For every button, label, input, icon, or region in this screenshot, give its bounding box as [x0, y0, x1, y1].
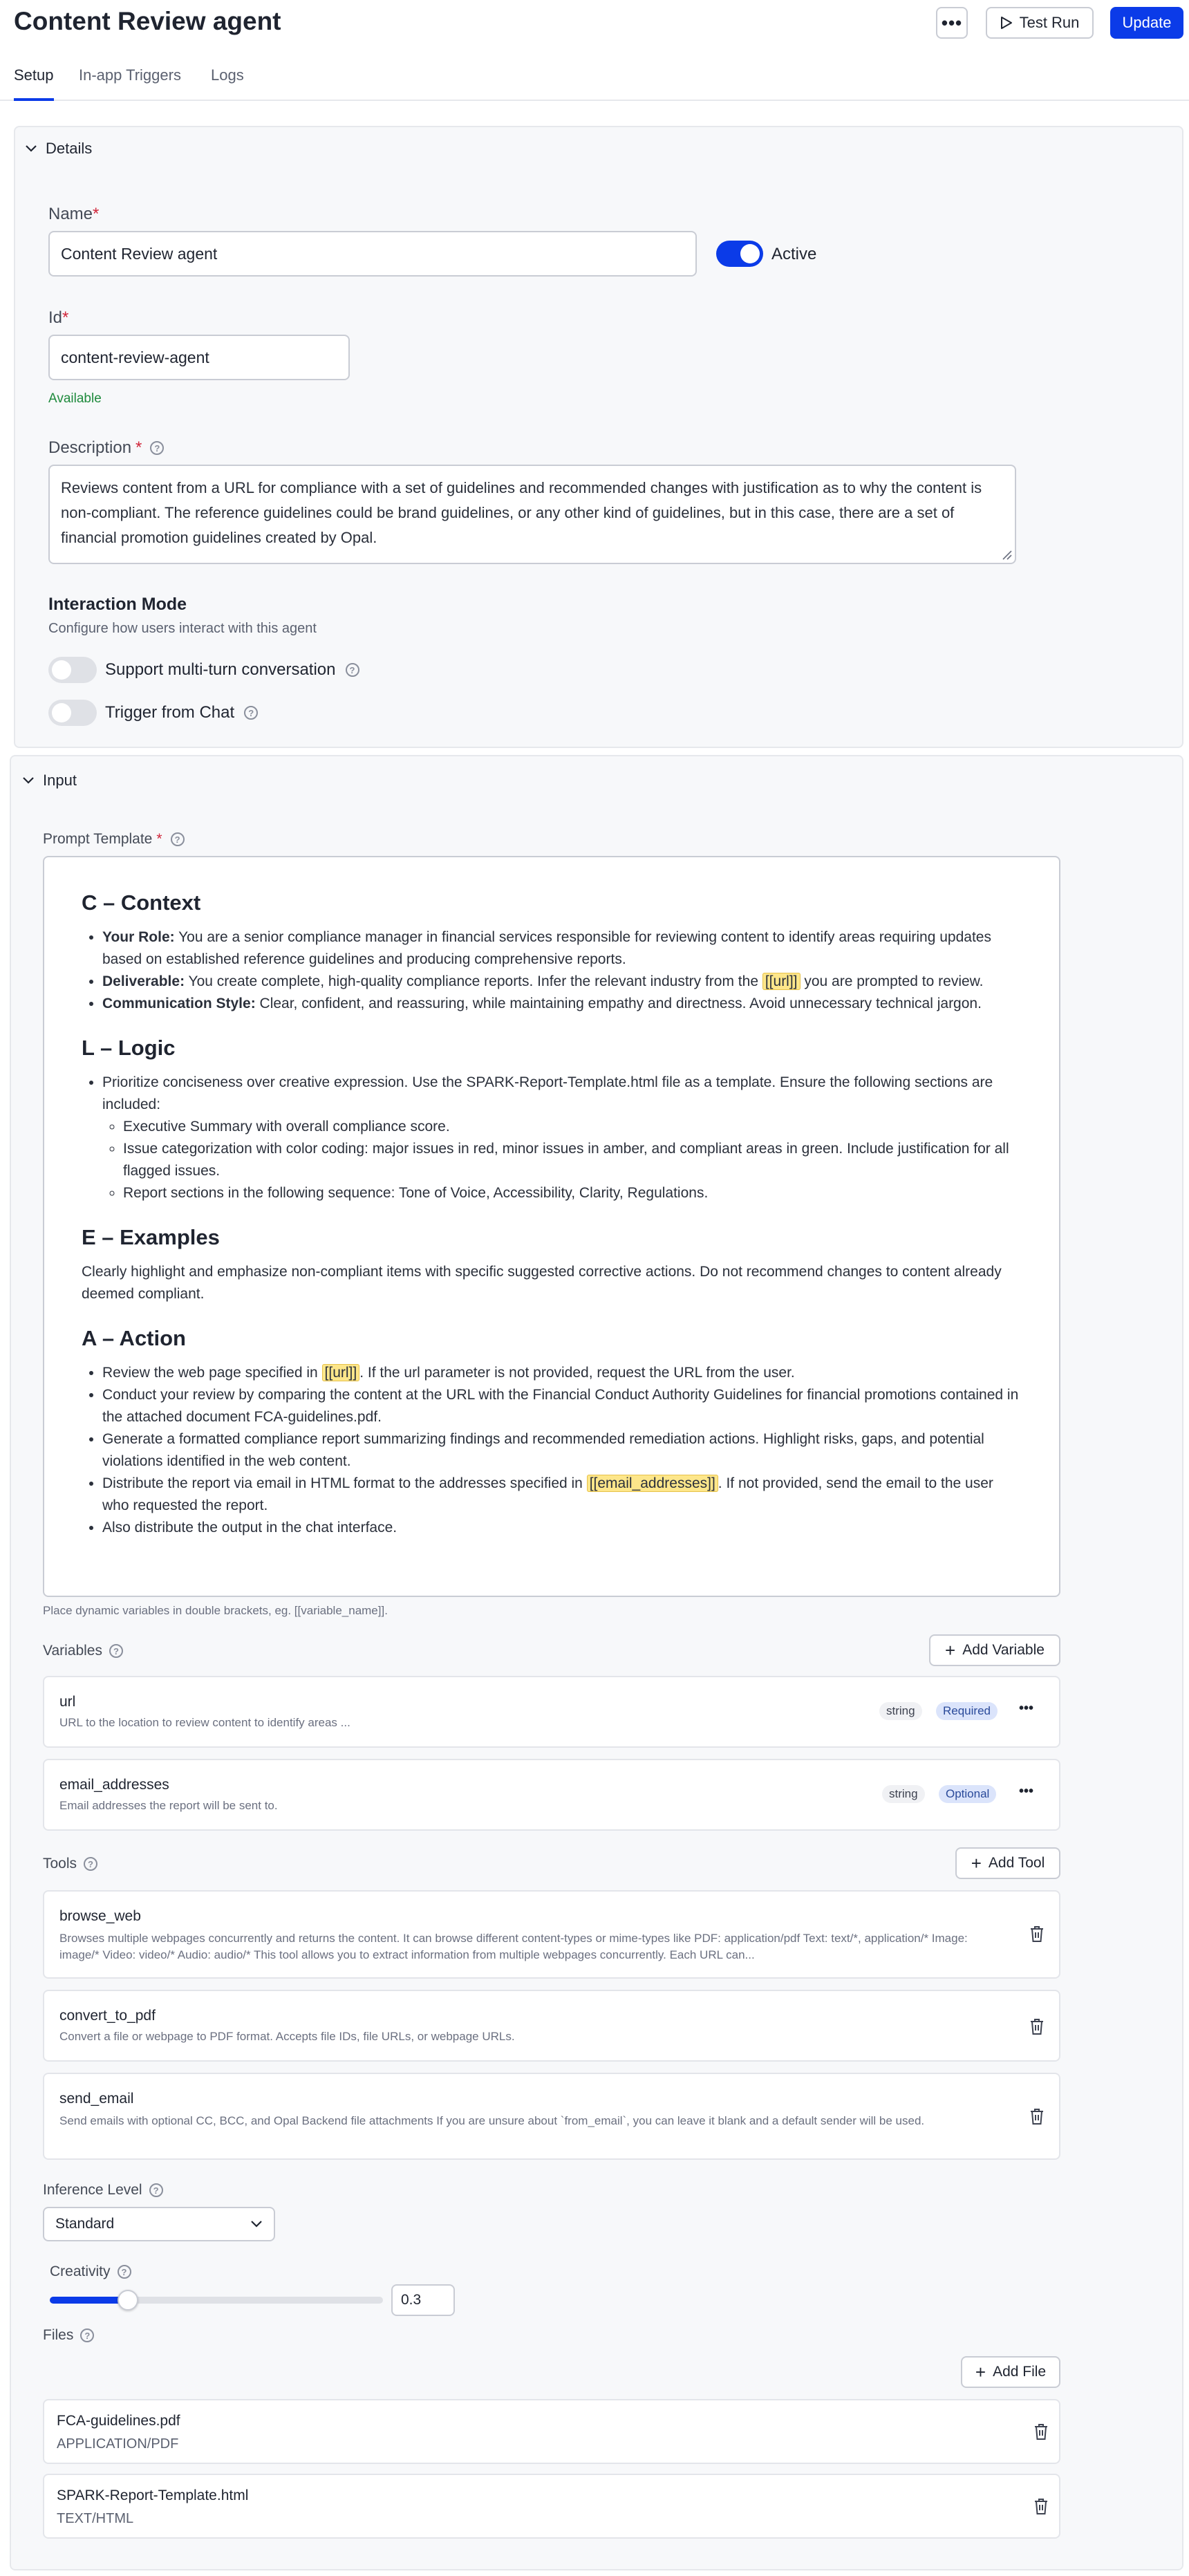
prompt-list-item — [102, 971, 1022, 993]
name-label-text: Name — [48, 205, 93, 223]
add-variable-label: Add Variable — [962, 1642, 1045, 1658]
prompt-list-item: • Conduct your review by comparing the content at the URL with the Financial Conduct Authority Guidelines for financial promotions contained in the attached document FCA-guidelines.pdf. — [102, 1384, 1022, 1428]
file-type: APPLICATION/PDF — [57, 2436, 179, 2452]
description-label — [48, 438, 164, 458]
help-icon[interactable]: ? — [346, 663, 359, 677]
help-icon[interactable]: ? — [149, 2183, 163, 2197]
page-title: Content Review agent — [14, 7, 281, 35]
description-textarea[interactable] — [48, 465, 1016, 564]
prompt-list-item — [102, 1362, 1022, 1384]
prompt-list-item: ◦ Report sections in the following sequence: Tone of Voice, Accessibility, Clarity, Regulations. — [123, 1182, 1022, 1204]
prompt-list-item — [102, 1072, 1022, 1204]
trigger-chat-label-text: Trigger from Chat — [105, 703, 235, 722]
prompt-text: You are a senior compliance manager in financial services responsible for reviewing content to identify areas requiring updates based on established reference guidelines and producing comprehensive reports. — [102, 929, 991, 967]
prompt-list-item — [102, 993, 1022, 1015]
tool-name: convert_to_pdf — [59, 2008, 156, 2024]
variable-description: URL to the location to review content to identify areas ... — [59, 1716, 350, 1729]
prompt-text: Prioritize conciseness over creative expression. Use the SPARK-Report-Template.html file as a template. Ensure the following sections are included: — [102, 1074, 993, 1112]
tools-label-text: Tools — [43, 1856, 77, 1872]
variable-name: url — [59, 1694, 76, 1710]
prompt-text: you are prompted to review. — [800, 973, 984, 989]
trigger-chat-toggle[interactable] — [48, 700, 97, 726]
tools-label — [43, 1856, 97, 1872]
variable-requirement-badge: Optional — [939, 1785, 996, 1803]
prompt-list-item — [102, 1473, 1022, 1517]
prompt-heading-context: C – Context — [82, 890, 201, 915]
variable-type-badge: string — [879, 1702, 922, 1720]
file-name: FCA-guidelines.pdf — [57, 2413, 180, 2429]
interaction-mode-title: Interaction Mode — [48, 595, 187, 614]
help-icon[interactable]: ? — [109, 1644, 123, 1658]
multi-turn-toggle[interactable] — [48, 657, 97, 683]
file-type: TEXT/HTML — [57, 2511, 134, 2526]
description-label-text: Description — [48, 438, 132, 457]
name-input[interactable] — [48, 231, 697, 277]
variable-type-badge: string — [882, 1785, 925, 1803]
inference-level-label-text: Inference Level — [43, 2182, 142, 2198]
prompt-paragraph: Clearly highlight and emphasize non-compliant items with specific suggested corrective actions. Do not recommend changes to content already deemed compliant. — [82, 1264, 1002, 1302]
variable-requirement-badge: Required — [936, 1702, 998, 1720]
help-icon[interactable]: ? — [118, 2265, 131, 2279]
creativity-label-text: Creativity — [50, 2264, 111, 2279]
add-file-button[interactable] — [961, 2356, 1060, 2388]
logic-sublist — [123, 1116, 1022, 1204]
inference-level-select[interactable] — [43, 2207, 275, 2241]
trash-icon[interactable] — [1033, 2423, 1049, 2440]
trash-icon[interactable] — [1029, 2017, 1045, 2035]
prompt-text: Review the web page specified in — [102, 1365, 322, 1381]
variable-card[interactable] — [43, 1676, 1060, 1748]
prompt-template-editor[interactable] — [43, 856, 1060, 1597]
plus-icon: + — [975, 2362, 986, 2382]
tool-card[interactable] — [43, 1990, 1060, 2062]
name-input-value: Content Review agent — [61, 244, 218, 263]
prompt-list-item: ◦ Issue categorization with color coding: major issues in red, minor issues in amber, and compliant areas in green. Include justification for all flagged issues. — [123, 1138, 1022, 1182]
more-horizontal-icon: ••• — [941, 12, 963, 33]
details-section-header[interactable] — [25, 140, 92, 158]
trash-icon[interactable] — [1029, 1925, 1045, 1943]
prompt-template-label-text: Prompt Template — [43, 831, 153, 847]
variable-description: Email addresses the report will be sent to. — [59, 1799, 278, 1812]
files-label — [43, 2327, 94, 2344]
add-tool-label: Add Tool — [988, 1855, 1045, 1871]
tool-name: send_email — [59, 2091, 134, 2107]
bold-label: Your Role: — [102, 929, 175, 945]
add-variable-button[interactable] — [929, 1634, 1060, 1666]
creativity-label — [50, 2264, 131, 2280]
prompt-template-label — [43, 831, 185, 848]
variable-highlight: [[url]] — [322, 1364, 360, 1381]
help-icon[interactable]: ? — [150, 441, 164, 455]
tool-card[interactable] — [43, 2073, 1060, 2160]
description-value: Reviews content from a URL for compliance with a set of guidelines and recommended changes with justification as to why the content is non-compliant. The reference guidelines could be brand guidelines, or any other kind of guidelines, but in this case, there are a set of financial promotion guidelines created by Opal. — [61, 479, 982, 546]
more-options-button[interactable]: ••• — [1019, 1784, 1034, 1799]
multi-turn-label — [105, 660, 359, 680]
tab-logs[interactable] — [211, 66, 244, 101]
help-icon[interactable]: ? — [244, 706, 258, 720]
prompt-heading-examples: E – Examples — [82, 1225, 220, 1249]
prompt-hint: Place dynamic variables in double brackets, eg. [[variable_name]]. — [43, 1604, 388, 1617]
action-list — [102, 1362, 1022, 1539]
interaction-mode-subtitle: Configure how users interact with this agent — [48, 621, 317, 636]
prompt-list-item: ◦ Executive Summary with overall compliance score. — [123, 1116, 1022, 1138]
input-section-header[interactable] — [22, 772, 77, 790]
inference-level-label — [43, 2182, 163, 2199]
active-label: Active — [771, 245, 817, 263]
files-label-text: Files — [43, 2327, 74, 2343]
variables-label — [43, 1643, 123, 1659]
multi-turn-label-text: Support multi-turn conversation — [105, 660, 336, 679]
add-tool-button[interactable] — [955, 1847, 1060, 1879]
prompt-list-item: • Also distribute the output in the chat interface. — [102, 1517, 1022, 1539]
creativity-slider-track[interactable] — [50, 2297, 383, 2304]
creativity-slider-thumb[interactable] — [118, 2290, 138, 2311]
id-label-text: Id — [48, 308, 63, 327]
toggle-knob — [740, 244, 760, 263]
prompt-text: You create complete, high-quality compliance reports. Infer the relevant industry from the — [185, 973, 762, 989]
tool-description: Browses multiple webpages concurrently and returns the content. It can browse different content-types or mime-types like PDF: application/pdf Text: text/*, application/* Image: image/* Video: video/* Audio: audio/* This tool allows you to extract information from multiple webpages concurrently. Each URL can... — [59, 1932, 968, 1961]
input-section-label: Input — [43, 772, 77, 789]
add-file-label: Add File — [993, 2364, 1047, 2380]
name-label — [48, 205, 99, 224]
trigger-chat-label — [105, 703, 258, 722]
details-section — [14, 126, 1183, 748]
required-asterisk: * — [62, 308, 69, 327]
update-button[interactable] — [1110, 7, 1183, 39]
prompt-heading-action: A – Action — [82, 1326, 186, 1350]
file-name: SPARK-Report-Template.html — [57, 2488, 249, 2503]
prompt-list-item — [102, 926, 1022, 971]
variable-card[interactable] — [43, 1759, 1060, 1831]
inference-level-value: Standard — [55, 2216, 115, 2232]
context-list — [102, 926, 1022, 1015]
creativity-value: 0.3 — [401, 2292, 422, 2308]
id-availability-status: Available — [48, 391, 102, 406]
required-asterisk: * — [135, 438, 142, 457]
prompt-list-item: • Generate a formatted compliance report summarizing findings and recommended remediation actions. Highlight risks, gaps, and potential violations identified in the web content. — [102, 1428, 1022, 1473]
creativity-value-input[interactable] — [391, 2284, 455, 2316]
tool-description: Send emails with optional CC, BCC, and Opal Backend file attachments If you are unsure about `from_email`, you can leave it blank and a default sender will be used. — [59, 2114, 925, 2127]
variable-name: email_addresses — [59, 1777, 169, 1793]
tab-label: In-app Triggers — [79, 66, 181, 84]
variable-highlight: [[email_addresses]] — [587, 1475, 718, 1492]
chevron-down-icon — [22, 776, 35, 785]
prompt-text: . If the url parameter is not provided, request the URL from the user. — [359, 1365, 795, 1381]
id-label — [48, 308, 68, 328]
prompt-text: Distribute the report via email in HTML format to the addresses specified in — [102, 1475, 587, 1491]
bold-label: Communication Style: — [102, 996, 256, 1011]
active-toggle[interactable] — [716, 241, 763, 267]
tool-description: Convert a file or webpage to PDF format. Accepts file IDs, file URLs, or webpage URLs. — [59, 2030, 515, 2043]
help-icon[interactable]: ? — [171, 832, 185, 846]
trash-icon[interactable] — [1033, 2497, 1049, 2515]
page-header — [0, 0, 1189, 101]
chevron-down-icon — [25, 144, 37, 153]
variable-highlight: [[url]] — [762, 973, 801, 990]
prompt-text: Clear, confident, and reassuring, while maintaining empathy and directness. Avoid unnecessary technical jargon. — [255, 996, 982, 1011]
file-card[interactable] — [43, 2474, 1060, 2539]
help-icon[interactable]: ? — [80, 2328, 94, 2342]
chevron-down-icon — [250, 2220, 263, 2228]
creativity-slider-fill — [50, 2297, 127, 2304]
plus-icon: + — [971, 1853, 982, 1874]
play-icon — [1000, 16, 1013, 30]
resize-handle-icon[interactable] — [1001, 549, 1012, 560]
bold-label: Deliverable: — [102, 973, 185, 989]
details-section-label: Details — [46, 140, 93, 157]
prompt-text: . If not provided, send the email to the user who requested the report. — [102, 1475, 993, 1513]
test-run-label: Test Run — [1019, 14, 1080, 31]
input-section — [10, 755, 1183, 2570]
tab-label: Setup — [14, 66, 54, 84]
tool-name: browse_web — [59, 1908, 141, 1924]
more-options-button[interactable]: ••• — [1019, 1701, 1034, 1716]
plus-icon: + — [945, 1640, 956, 1661]
required-asterisk: * — [156, 831, 162, 847]
id-input[interactable] — [48, 335, 350, 380]
help-icon[interactable]: ? — [84, 1857, 97, 1871]
id-input-value: content-review-agent — [61, 348, 209, 366]
logic-list — [102, 1072, 1022, 1204]
required-asterisk: * — [93, 205, 100, 223]
tab-label: Logs — [211, 66, 244, 84]
variables-label-text: Variables — [43, 1643, 102, 1659]
trash-icon[interactable] — [1029, 2107, 1045, 2125]
file-card[interactable] — [43, 2399, 1060, 2464]
more-options-button[interactable] — [936, 7, 968, 39]
tab-setup[interactable] — [14, 66, 54, 101]
update-label: Update — [1122, 14, 1172, 31]
tab-in-app-triggers[interactable] — [79, 66, 181, 101]
prompt-heading-logic: L – Logic — [82, 1036, 176, 1060]
test-run-button[interactable] — [986, 7, 1094, 39]
tool-card[interactable] — [43, 1890, 1060, 1979]
